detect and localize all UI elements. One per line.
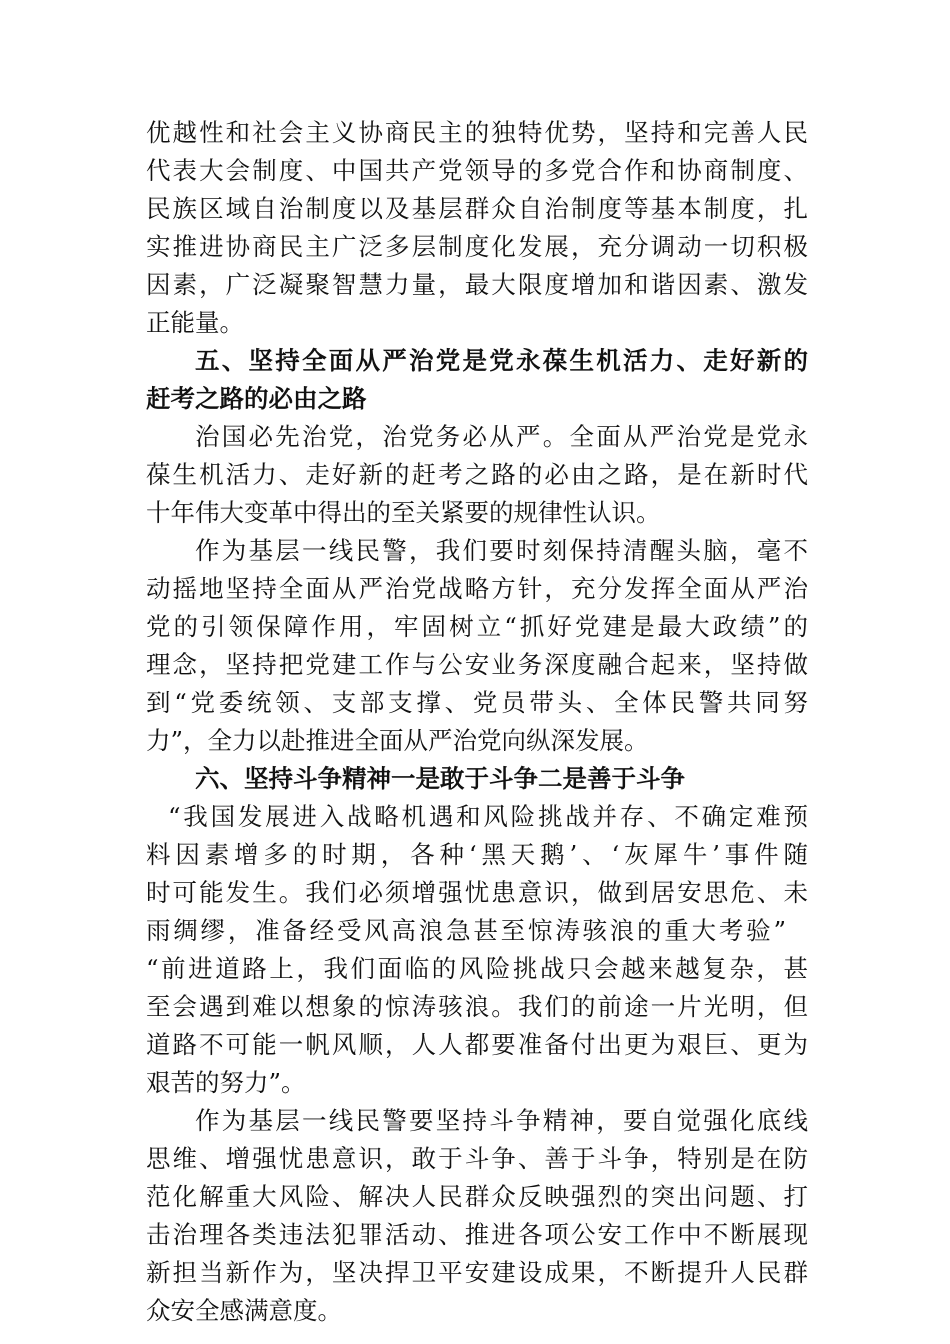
section-heading: 六、坚持斗争精神一是敢于斗争二是善于斗争 — [195, 764, 685, 793]
text-line: 正能量。 — [146, 308, 244, 337]
paragraph-start: 作为基层一线民警要坚持斗争精神，要自觉强化底线 — [195, 1106, 808, 1135]
paragraph-start: “我国发展进入战略机遇和风险挑战并存、不确定难预 — [168, 802, 808, 831]
text-line: “前进道路上，我们面临的风险挑战只会越来越复杂，甚 — [146, 954, 808, 983]
section-heading: 赶考之路的必由之路 — [146, 384, 367, 413]
text-line: 民族区域自治制度以及基层群众自治制度等基本制度，扎 — [146, 194, 808, 223]
text-line: 至会遇到难以想象的惊涛骇浪。我们的前途一片光明，但 — [146, 992, 808, 1021]
text-line: 理念，坚持把党建工作与公安业务深度融合起来，坚持做 — [146, 650, 808, 679]
text-line: 力”，全力以赴推进全面从严治党向纵深发展。 — [146, 726, 649, 755]
text-line: 众安全感满意度。 — [146, 1296, 342, 1325]
text-line: 代表大会制度、中国共产党领导的多党合作和协商制度、 — [146, 156, 808, 185]
text-line: 时可能发生。我们必须增强忧患意识，做到居安思危、未 — [146, 878, 808, 907]
text-line: 实推进协商民主广泛多层制度化发展，充分调动一切积极 — [146, 232, 808, 261]
section-heading: 五、坚持全面从严治党是党永葆生机活力、走好新的 — [195, 346, 808, 375]
text-line: 党的引领保障作用，牢固树立“抓好党建是最大政绩”的 — [146, 612, 808, 641]
text-line: 到“党委统领、支部支撑、党员带头、全体民警共同努 — [146, 688, 808, 717]
paragraph-start: 治国必先治党，治党务必从严。全面从严治党是党永 — [195, 422, 808, 451]
text-line: 新担当新作为，坚决捍卫平安建设成果，不断提升人民群 — [146, 1258, 808, 1287]
text-line: 道路不可能一帆风顺，人人都要准备付出更为艰巨、更为 — [146, 1030, 808, 1059]
paragraph-start: 作为基层一线民警，我们要时刻保持清醒头脑，毫不 — [195, 536, 808, 565]
text-line: 艰苦的努力”。 — [146, 1068, 306, 1097]
text-line: 十年伟大变革中得出的至关紧要的规律性认识。 — [146, 498, 661, 527]
text-line: 动摇地坚持全面从严治党战略方针，充分发挥全面从严治 — [146, 574, 808, 603]
text-line: 范化解重大风险、解决人民群众反映强烈的突出问题、打 — [146, 1182, 808, 1211]
text-line: 因素，广泛凝聚智慧力量，最大限度增加和谐因素、激发 — [146, 270, 808, 299]
text-line: 葆生机活力、走好新的赶考之路的必由之路，是在新时代 — [146, 460, 808, 489]
text-line: 料因素增多的时期，各种‘黑天鹅’、‘灰犀牛’事件随 — [146, 840, 808, 869]
text-line: 雨绸缪，准备经受风高浪急甚至惊涛骇浪的重大考验” — [146, 916, 786, 945]
text-line: 思维、增强忧患意识，敢于斗争、善于斗争，特别是在防 — [146, 1144, 808, 1173]
text-line: 优越性和社会主义协商民主的独特优势，坚持和完善人民 — [146, 118, 808, 147]
text-line: 击治理各类违法犯罪活动、推进各项公安工作中不断展现 — [146, 1220, 808, 1249]
